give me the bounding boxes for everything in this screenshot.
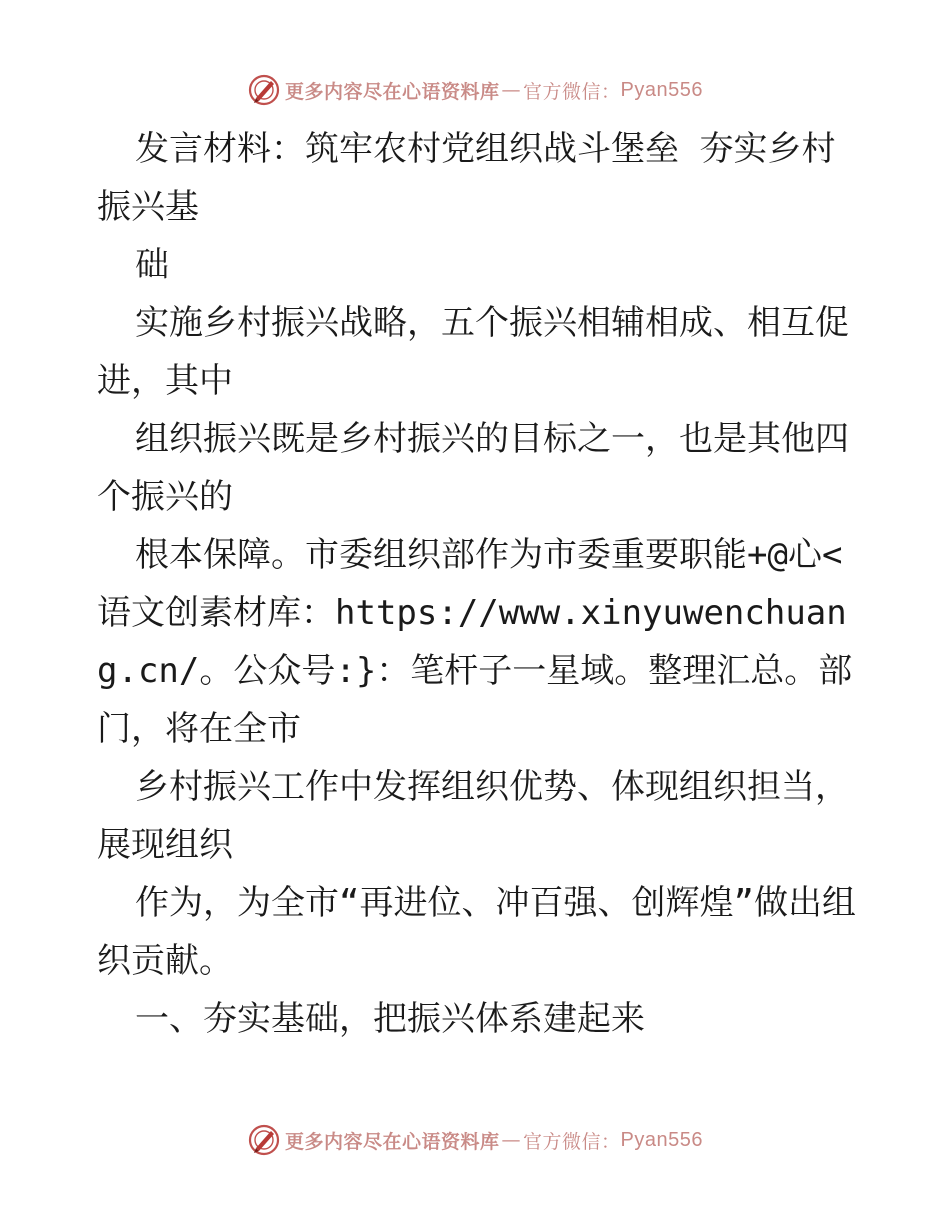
header-watermark — [0, 70, 950, 110]
footer-watermark — [0, 1120, 950, 1160]
watermark-wechat-id: Pyan556 — [620, 1128, 703, 1151]
section-heading: 一、夯实基础，把振兴体系建起来 — [135, 999, 645, 1039]
watermark-text: 更多内容尽在心语资料库 — [285, 80, 500, 103]
watermark-wechat-label: 官方微信： — [523, 80, 621, 103]
paragraph: 实施乡村振兴战略，五个振兴相辅相成、相互促进，其中 — [97, 303, 849, 401]
paragraph: 根本保障。市委组织部作为市委重要职能+@心<语文创素材库：https://www.xinyuwenchuang.cn/。公众号:}：笔杆子一星域。整理汇总。部门，将在全市 — [97, 535, 853, 749]
watermark-dash: — — [501, 79, 522, 101]
watermark-text: 更多内容尽在心语资料库 — [285, 1130, 500, 1153]
paragraph: 作为，为全市“再进位、冲百强、创辉煌”做出组织贡献。 — [97, 883, 856, 981]
paragraph: 组织振兴既是乡村振兴的目标之一，也是其他四个振兴的 — [97, 419, 849, 517]
paragraph-title: 发言材料：筑牢农村党组织战斗堡垒 夯实乡村振兴基 — [97, 129, 836, 227]
paragraph-title-tail: 础 — [135, 245, 169, 285]
document-body — [97, 120, 857, 1048]
paragraph: 乡村振兴工作中发挥组织优势、体现组织担当，展现组织 — [97, 767, 849, 865]
watermark-wechat-label: 官方微信： — [523, 1130, 621, 1153]
pen-logo-icon — [247, 73, 281, 107]
pen-logo-icon — [247, 1123, 281, 1157]
watermark-wechat-id: Pyan556 — [620, 78, 703, 101]
watermark-dash: — — [501, 1129, 522, 1151]
